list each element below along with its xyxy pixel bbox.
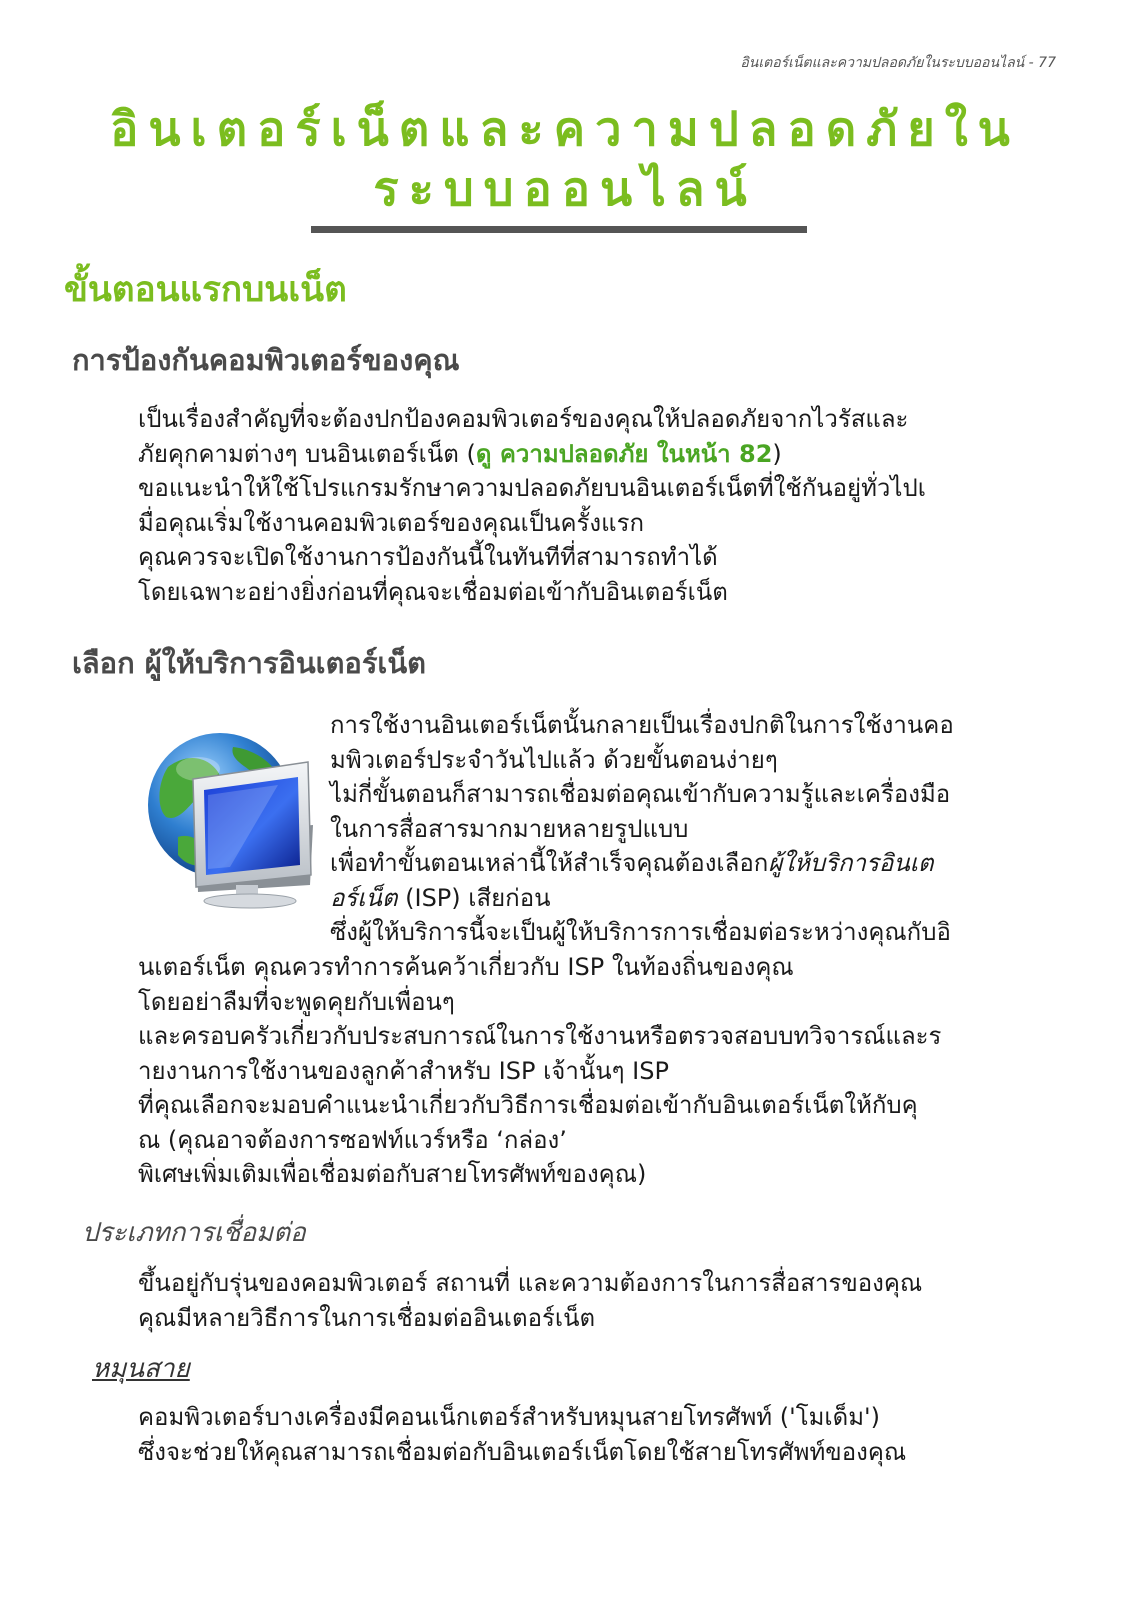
text-line: ขอแนะนำให้ใช้โปรแกรมรักษาความปลอดภัยบนอินเตอร์เน็ตที่ใช้กันอยู่ทั่วไปเ xyxy=(138,474,926,502)
chapter-title-line-1: อินเตอร์เน็ตและความปลอดภัยใน xyxy=(110,102,1020,157)
isp-term: ผู้ให้บริการอินเต xyxy=(768,849,934,877)
connection-types-body xyxy=(138,1266,1058,1335)
text-line: ณ (คุณอาจต้องการซอฟท์แวร์หรือ ‘กล่อง’ xyxy=(138,1125,567,1154)
globe-monitor-icon xyxy=(138,727,321,910)
text-line: ซึ่งผู้ให้บริการนี้จะเป็นผู้ให้บริการการเชื่อมต่อระหว่างคุณกับอิ xyxy=(330,918,951,946)
isp-term: อร์เน็ต xyxy=(330,883,398,912)
title-divider xyxy=(311,226,807,233)
text-line: ที่คุณเลือกจะมอบคำแนะนำเกี่ยวกับวิธีการเชื่อมต่อเข้ากับอินเตอร์เน็ตให้กับคุ xyxy=(138,1091,918,1119)
text-line xyxy=(138,437,1058,472)
chapter-title xyxy=(40,100,1090,220)
text-run: ) xyxy=(772,439,782,468)
text-line: พิเศษเพิ่มเติมเพื่อเชื่อมต่อกับสายโทรศัพท์ของคุณ) xyxy=(138,1160,647,1188)
text-line: การใช้งานอินเตอร์เน็ตนั้นกลายเป็นเรื่องปกติในการใช้งานคอ xyxy=(330,711,954,739)
protect-heading: การป้องกันคอมพิวเตอร์ของคุณ xyxy=(72,343,460,377)
dialup-body xyxy=(138,1400,1058,1469)
text-line: โดยเฉพาะอย่างยิ่งก่อนที่คุณจะเชื่อมต่อเข้ากับอินเตอร์เน็ต xyxy=(138,577,728,606)
running-header: อินเตอร์เน็ตและความปลอดภัยในระบบออนไลน์ - 77 xyxy=(740,55,1056,71)
text-line: คอมพิวเตอร์บางเครื่องมีคอนเน็กเตอร์สำหรับหมุนสายโทรศัพท์ ('โมเด็ม') xyxy=(138,1403,880,1431)
dialup-heading: หมุนสาย xyxy=(92,1354,190,1384)
connection-types-heading: ประเภทการเชื่อมต่อ xyxy=(82,1218,306,1248)
text-line: ขึ้นอยู่กับรุ่นของคอมพิวเตอร์ สถานที่ และความต้องการในการสื่อสารของคุณ xyxy=(138,1269,923,1297)
text-line: เป็นเรื่องสำคัญที่จะต้องปกป้องคอมพิวเตอร์ของคุณให้ปลอดภัยจากไวรัสและ xyxy=(138,405,909,433)
text-run: เพื่อทำขั้นตอนเหล่านี้ให้สำเร็จคุณต้องเลือก xyxy=(330,849,769,877)
security-page-link[interactable]: ดู ความปลอดภัย ในหน้า 82 xyxy=(475,439,773,468)
section-title: ขั้นตอนแรกบนเน็ต xyxy=(64,270,347,310)
text-line: โดยอย่าลืมที่จะพูดคุยกับเพื่อนๆ xyxy=(138,987,455,1016)
text-run: (ISP) เสียก่อน xyxy=(397,883,551,912)
globe-monitor-illustration xyxy=(138,727,321,910)
text-line: ในการสื่อสารมากมายหลายรูปแบบ xyxy=(330,814,689,843)
text-run: ภัยคุกคามต่างๆ บนอินเตอร์เน็ต ( xyxy=(138,439,476,468)
text-line xyxy=(330,881,1070,916)
text-line: มื่อคุณเริ่มใช้งานคอมพิวเตอร์ของคุณเป็นครั้งแรก xyxy=(138,508,645,537)
text-line: มพิวเตอร์ประจำวันไปแล้ว ด้วยขั้นตอนง่ายๆ xyxy=(330,745,778,774)
isp-heading: เลือก ผู้ให้บริการอินเตอร์เน็ต xyxy=(72,646,426,680)
text-line: คุณมีหลายวิธีการในการเชื่อมต่ออินเตอร์เน็ต xyxy=(138,1303,596,1332)
protect-body xyxy=(138,402,1058,609)
text-line: คุณควรจะเปิดใช้งานการป้องกันนี้ในทันทีที่สามารถทำได้ xyxy=(138,543,718,571)
chapter-title-line-2: ระบบออนไลน์ xyxy=(373,162,757,217)
text-line: ไม่กี่ขั้นตอนก็สามารถเชื่อมต่อคุณเข้ากับความรู้และเครื่องมือ xyxy=(330,780,951,808)
isp-body xyxy=(138,950,1058,1192)
text-line: ซึ่งจะช่วยให้คุณสามารถเชื่อมต่อกับอินเตอร์เน็ตโดยใช้สายโทรศัพท์ของคุณ xyxy=(138,1437,907,1466)
text-line: นเตอร์เน็ต คุณควรทำการค้นคว้าเกี่ยวกับ ISP ในท้องถิ่นของคุณ xyxy=(138,953,794,981)
text-line xyxy=(330,846,1070,881)
isp-body-wrapped xyxy=(330,708,1070,950)
text-line: ายงานการใช้งานของลูกค้าสำหรับ ISP เจ้านั้นๆ ISP xyxy=(138,1056,669,1085)
text-line: และครอบครัวเกี่ยวกับประสบการณ์ในการใช้งานหรือตรวจสอบบทวิจารณ์และร xyxy=(138,1022,942,1050)
